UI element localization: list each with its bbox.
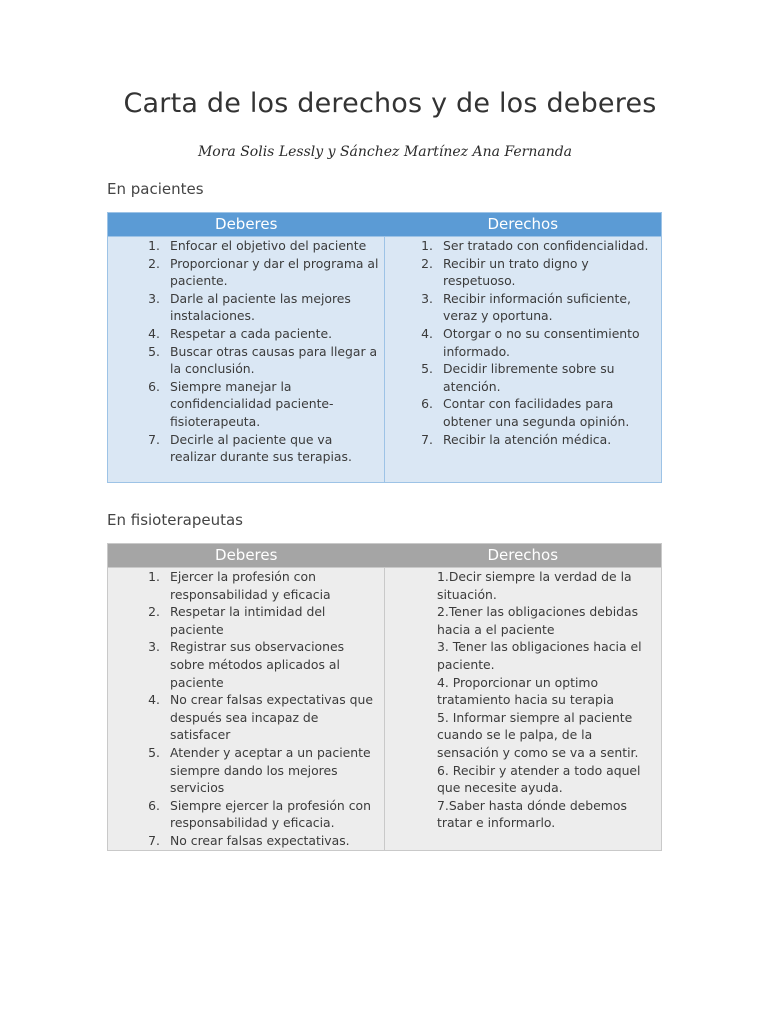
physio-section-heading: En fisioterapeutas [107, 511, 243, 529]
physio-derechos-list [385, 568, 661, 832]
list-item: 2. Recibir un trato digno y respetuoso. [421, 255, 589, 289]
list-item: 2. Proporcionar y dar el programa al paciente. [148, 255, 379, 289]
authors-line: Mora Solis Lessly y Sánchez Martínez Ana Fernanda [197, 144, 573, 160]
column-header-deberes: Deberes [108, 213, 385, 237]
list-item: 4. Otorgar o no su consentimiento informado. [421, 325, 640, 359]
list-item: 6. Siempre ejercer la profesión con responsabilidad y eficacia. [148, 797, 371, 831]
patients-deberes-list [108, 237, 384, 466]
list-item: 1. Enfocar el objetivo del paciente [148, 238, 367, 253]
list-item: 5. Buscar otras causas para llegar a la conclusión. [148, 343, 378, 377]
list-item: 5. Informar siempre al paciente cuando se le palpa, de la sensación y como se va a sentir. [437, 709, 639, 760]
list-item: 4. Proporcionar un optimo tratamiento hacia su terapia [437, 674, 614, 708]
list-item: 7.Saber hasta dónde debemos tratar e informarlo. [437, 797, 627, 831]
list-item: 7. Decirle al paciente que va realizar durante sus terapias. [148, 431, 352, 465]
list-item: 6. Contar con facilidades para obtener una segunda opinión. [421, 396, 630, 429]
patients-derechos-list [385, 237, 661, 448]
list-item: 1. Ser tratado con confidencialidad. [421, 238, 649, 253]
list-item: 3. Darle al paciente las mejores instalaciones. [148, 290, 351, 324]
patients-table [107, 212, 662, 483]
physio-deberes-cell [108, 568, 385, 851]
list-item: 1.Decir siempre la verdad de la situación. [437, 569, 632, 602]
physio-derechos-cell [385, 568, 662, 851]
list-item: 3. Registrar sus observaciones sobre métodos aplicados al paciente [148, 639, 345, 690]
list-item: 4. Respetar a cada paciente. [148, 325, 333, 341]
list-item: 2. Respetar la intimidad del paciente [148, 604, 326, 637]
patients-derechos-cell [385, 237, 662, 483]
patients-section-heading: En pacientes [107, 180, 204, 198]
column-header-deberes: Deberes [108, 544, 385, 568]
list-item: 6. Siempre manejar la confidencialidad paciente-fisioterapeuta. [148, 378, 334, 429]
list-item: 3. Tener las obligaciones hacia el paciente. [437, 639, 642, 672]
list-item: 4. No crear falsas expectativas que después sea incapaz de satisfacer [148, 692, 373, 743]
page-title: Carta de los derechos y de los deberes [123, 88, 657, 119]
list-item: 1. Ejercer la profesión con responsabilidad y eficacia [148, 569, 331, 602]
list-item: 7. No crear falsas expectativas. [148, 832, 350, 848]
list-item: 3. Recibir información suficiente, veraz y oportuna. [421, 290, 631, 324]
column-header-derechos: Derechos [385, 544, 662, 568]
list-item: 7. Recibir la atención médica. [421, 431, 612, 447]
list-item: 6. Recibir y atender a todo aquel que necesite ayuda. [437, 762, 641, 796]
list-item: 2.Tener las obligaciones debidas hacia a el paciente [437, 604, 639, 637]
column-header-derechos: Derechos [385, 213, 662, 237]
patients-deberes-cell [108, 237, 385, 483]
physio-table [107, 543, 662, 851]
list-item: 5. Decidir libremente sobre su atención. [421, 361, 615, 394]
list-item: 5. Atender y aceptar a un paciente siempre dando los mejores servicios [148, 744, 371, 796]
physio-deberes-list [108, 568, 384, 850]
